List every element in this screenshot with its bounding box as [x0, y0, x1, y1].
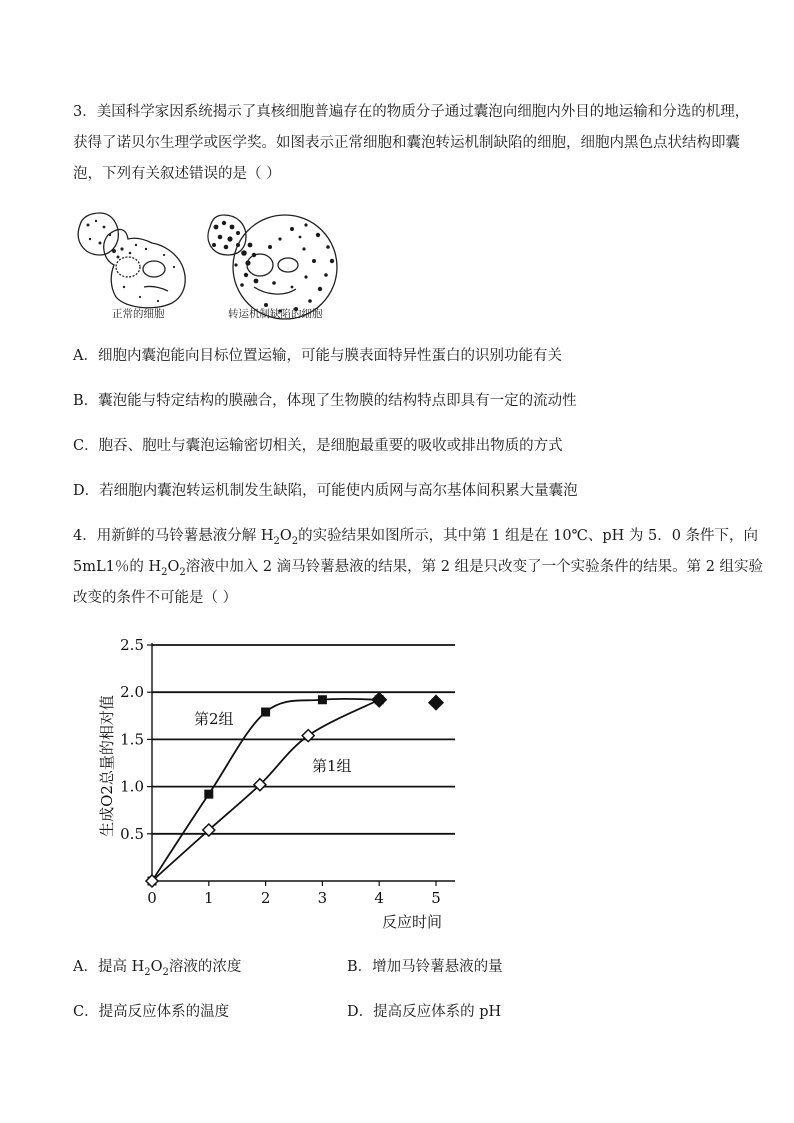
q3-option-a: A．细胞内囊泡能向目标位置运输，可能与膜表面特异性蛋白的识别功能有关 — [73, 348, 562, 364]
y-tick-label: 0.5 — [120, 824, 144, 843]
cell-diagram — [70, 205, 360, 325]
q3-stem-line-3: 泡，下列有关叙述错误的是（ ） — [73, 166, 281, 182]
q4-stem-line-3: 改变的条件不可能是（ ） — [73, 590, 238, 606]
group1-point — [429, 696, 443, 710]
q4-option-a: A．提高 $H_2O_2$溶液的浓度 — [73, 959, 242, 978]
group1-point — [372, 693, 386, 707]
q4-option-b: B．增加马铃薯悬液的量 — [347, 959, 503, 975]
group2-point — [318, 695, 327, 704]
series-line-1 — [152, 699, 379, 881]
x-tick-label: 4 — [374, 889, 384, 907]
y-tick-label: 1.5 — [120, 730, 144, 749]
x-tick-label: 2 — [260, 889, 271, 907]
series-label-group2: 第2组 — [194, 710, 234, 728]
y-tick-label: 2.0 — [120, 683, 144, 702]
q4-stem-line-2: 5mL1％的 $H_2O_2$溶液中加入 2 滴马铃薯悬液的结果，第 2 组是只改变了一个实验条件的结果。第 2 组实验 — [73, 559, 764, 578]
x-tick-label: 3 — [317, 889, 328, 907]
x-tick-label: 5 — [431, 889, 441, 907]
x-tick-label: 0 — [147, 889, 157, 907]
q3-stem-line-1: 3．美国科学家因系统揭示了真核细胞普遍存在的物质分子通过囊泡向细胞内外目的地运输和分选的机理， — [73, 104, 750, 120]
series-label-group1: 第1组 — [312, 757, 352, 775]
x-axis-label: 反应时间 — [381, 913, 443, 930]
defect-cell-label: 转运机制缺陷的细胞 — [228, 308, 323, 320]
series-line-2 — [152, 700, 379, 881]
o2-chart — [90, 630, 470, 930]
y-tick-label: 2.5 — [120, 636, 144, 654]
q3-stem-line-2: 获得了诺贝尔生理学或医学奖。如图表示正常细胞和囊泡转运机制缺陷的细胞，细胞内黑色点状结构即囊 — [73, 135, 740, 151]
q3-option-c: C．胞吞、胞吐与囊泡运输密切相关，是细胞最重要的吸收或排出物质的方式 — [73, 438, 563, 454]
x-tick-label: 1 — [204, 889, 214, 907]
defective-cell — [208, 215, 337, 319]
y-tick-label: 1.0 — [120, 777, 144, 796]
group2-point — [204, 790, 213, 799]
group2-point — [261, 708, 270, 717]
q3-option-b: B．囊泡能与特定结构的膜融合，体现了生物膜的结构特点即具有一定的流动性 — [73, 393, 577, 409]
normal-cell-label: 正常的细胞 — [112, 308, 165, 320]
q4-stem-line-1: 4．用新鲜的马铃薯悬液分解 $H_2O_2$的实验结果如图所示，其中第 1 组是在 10℃、pH 为 5．0 条件下，向 — [73, 528, 759, 547]
q4-option-c: C．提高反应体系的温度 — [73, 1004, 230, 1020]
q3-option-d: D．若细胞内囊泡转运机制发生缺陷，可能使内质网与高尔基体间积累大量囊泡 — [73, 483, 578, 499]
y-axis-label: 生成O2总量的相对值 — [98, 695, 116, 837]
q4-option-d: D．提高反应体系的 pH — [347, 1004, 502, 1020]
normal-cell — [78, 213, 185, 308]
